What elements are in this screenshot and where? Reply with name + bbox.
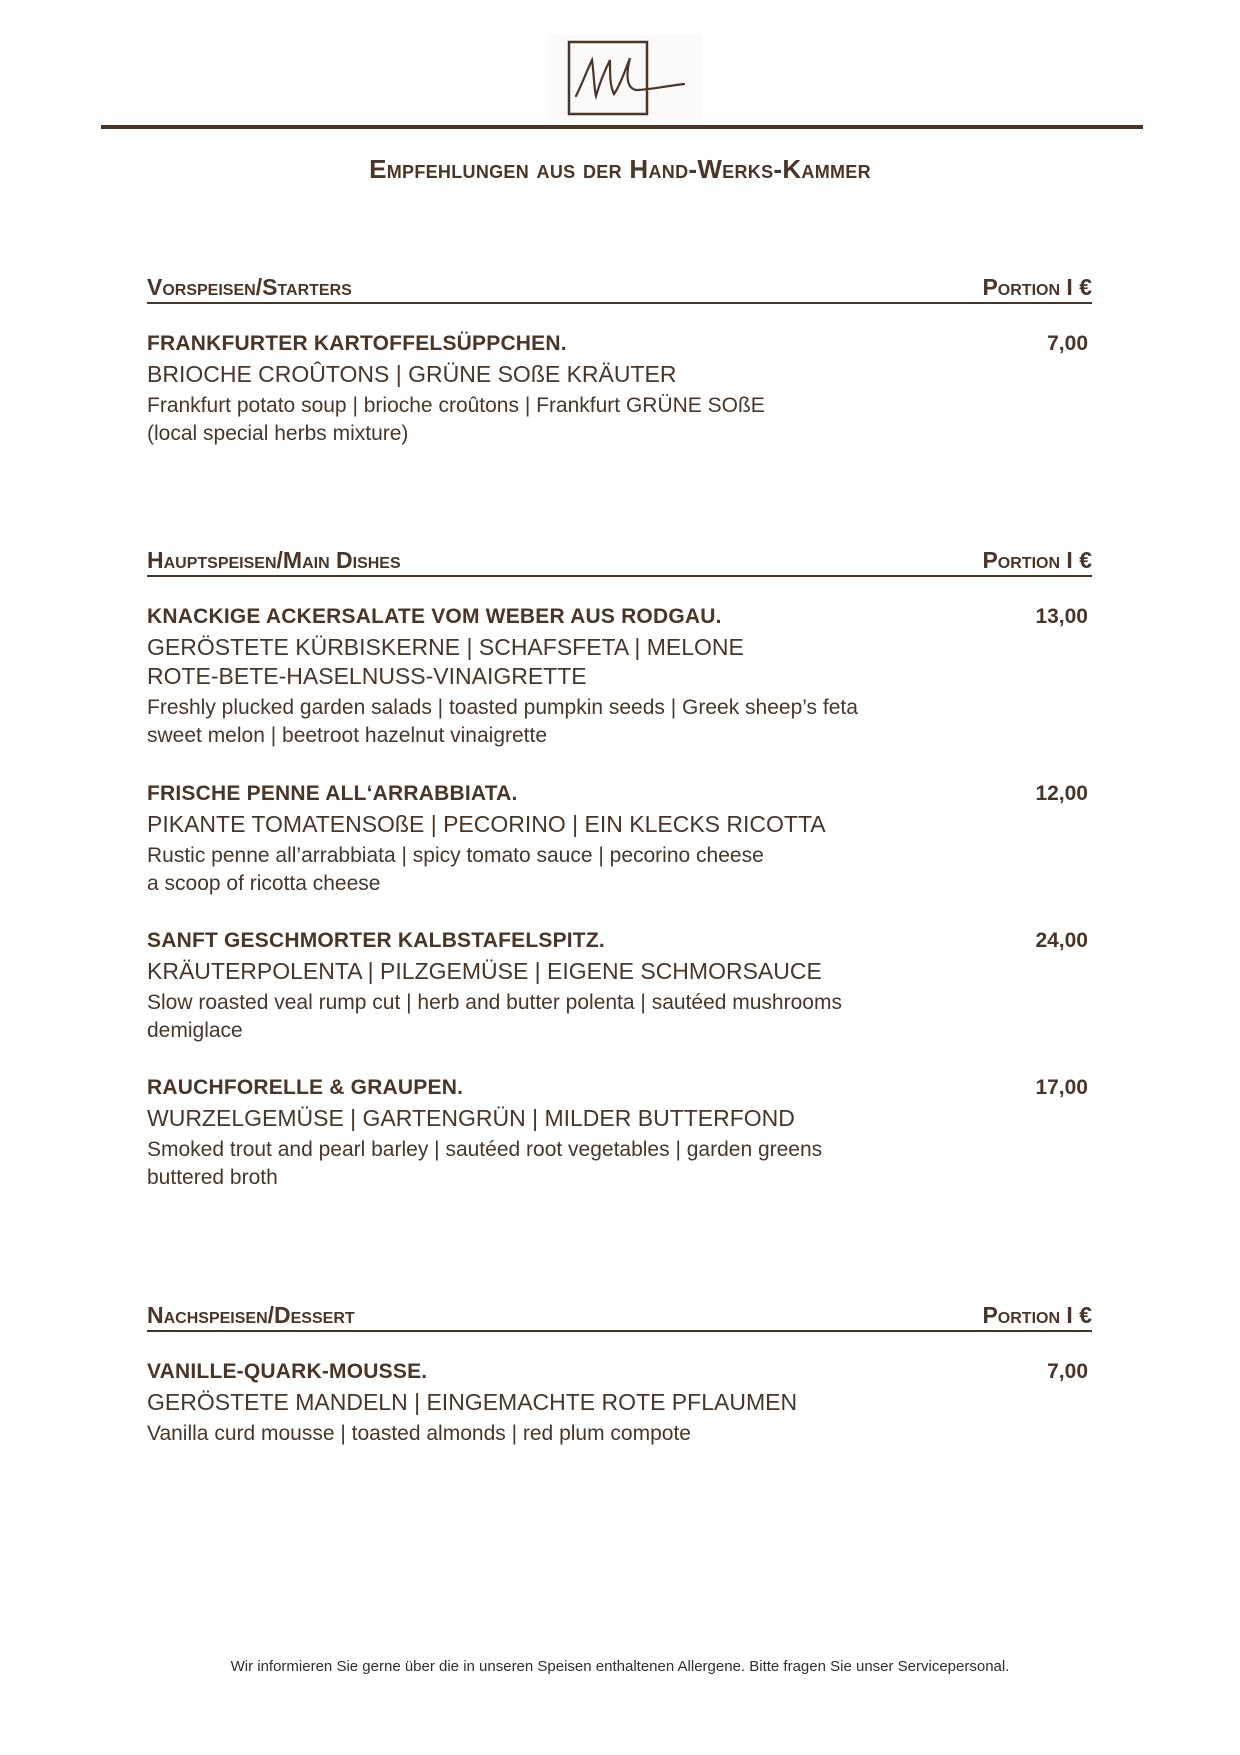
menu-item (147, 929, 1092, 1045)
item-description-en-line: Rustic penne all’arrabbiata | spicy tomato sauce | pecorino cheese (147, 844, 764, 867)
item-description-en-line: a scoop of ricotta cheese (147, 872, 381, 895)
item-price: 7,00 (1047, 1360, 1088, 1383)
item-description-de: GERÖSTETE KÜRBISKERNE | SCHAFSFETA | MELONE (147, 634, 744, 660)
item-price: 17,00 (1035, 1076, 1088, 1099)
item-price: 7,00 (1047, 332, 1088, 355)
restaurant-logo (548, 34, 702, 122)
item-description-de: ROTE-BETE-HASELNUSS-VINAIGRETTE (147, 663, 587, 689)
item-description-en (147, 1420, 1092, 1448)
section-header (147, 547, 1092, 577)
item-description-de: WURZELGEMÜSE | GARTENGRÜN | MILDER BUTTERFOND (147, 1105, 795, 1131)
section-header (147, 1302, 1092, 1332)
menu-item (147, 605, 1092, 750)
section-title: Vorspeisen/Starters (147, 274, 352, 300)
section-title: Nachspeisen/Dessert (147, 1302, 355, 1328)
section-main-dishes (147, 547, 1092, 1189)
item-description-de: GERÖSTETE MANDELN | EINGEMACHTE ROTE PFLAUMEN (147, 1389, 798, 1415)
section-title: Hauptspeisen/Main Dishes (147, 547, 401, 573)
section-header (147, 274, 1092, 304)
item-description-en-line: Freshly plucked garden salads | toasted pumpkin seeds | Greek sheep’s feta (147, 696, 858, 719)
section-dessert (147, 1302, 1092, 1445)
item-price: 13,00 (1035, 605, 1088, 628)
menu-item (147, 782, 1092, 898)
portion-label: Portion I € (982, 1302, 1092, 1328)
item-description-en-line: demiglace (147, 1019, 243, 1042)
item-price: 12,00 (1035, 782, 1088, 805)
item-description-en-line: buttered broth (147, 1166, 278, 1189)
page-title: Empfehlungen aus der Hand-Werks-Kammer (369, 154, 871, 184)
item-description-en (147, 694, 1092, 750)
item-description-en-line: Smoked trout and pearl barley | sautéed root vegetables | garden greens (147, 1138, 823, 1161)
item-description-de: PIKANTE TOMATENSOßE | PECORINO | EIN KLECKS RICOTTA (147, 811, 826, 837)
item-name: KNACKIGE ACKERSALATE VOM WEBER AUS RODGAU. (147, 605, 722, 628)
item-description-en (147, 989, 1092, 1045)
item-description-de: KRÄUTERPOLENTA | PILZGEMÜSE | EIGENE SCHMORSAUCE (147, 958, 822, 984)
section-starters (147, 274, 1092, 445)
portion-label: Portion I € (982, 547, 1092, 573)
item-description-en (147, 1136, 1092, 1192)
portion-label: Portion I € (982, 274, 1092, 300)
item-name: FRANKFURTER KARTOFFELSÜPPCHEN. (147, 332, 567, 355)
menu-item (147, 332, 1092, 448)
item-price: 24,00 (1035, 929, 1088, 952)
item-name: FRISCHE PENNE ALL‘ARRABBIATA. (147, 782, 518, 805)
item-description-en (147, 392, 1092, 448)
item-name: SANFT GESCHMORTER KALBSTAFELSPITZ. (147, 929, 605, 952)
item-name: VANILLE-QUARK-MOUSSE. (147, 1360, 428, 1383)
item-description-en-line: Slow roasted veal rump cut | herb and butter polenta | sautéed mushrooms (147, 991, 842, 1014)
item-description-en-line: Frankfurt potato soup | brioche croûtons | Frankfurt GRÜNE SOßE (147, 394, 765, 417)
menu-item (147, 1360, 1092, 1448)
item-description-en (147, 842, 1092, 898)
item-name: RAUCHFORELLE & GRAUPEN. (147, 1076, 464, 1099)
top-divider (101, 125, 1143, 129)
item-description-en-line: Vanilla curd mousse | toasted almonds | red plum compote (147, 1422, 691, 1445)
item-description-de: BRIOCHE CROÛTONS | GRÜNE SOßE KRÄUTER (147, 361, 677, 387)
allergen-notice: Wir informieren Sie gerne über die in unseren Speisen enthaltenen Allergene. Bitte fragen Sie unser Servicepersonal. (230, 1658, 1010, 1675)
menu-item (147, 1076, 1092, 1192)
item-description-en-line: sweet melon | beetroot hazelnut vinaigrette (147, 724, 548, 747)
item-description-en-line: (local special herbs mixture) (147, 422, 409, 445)
